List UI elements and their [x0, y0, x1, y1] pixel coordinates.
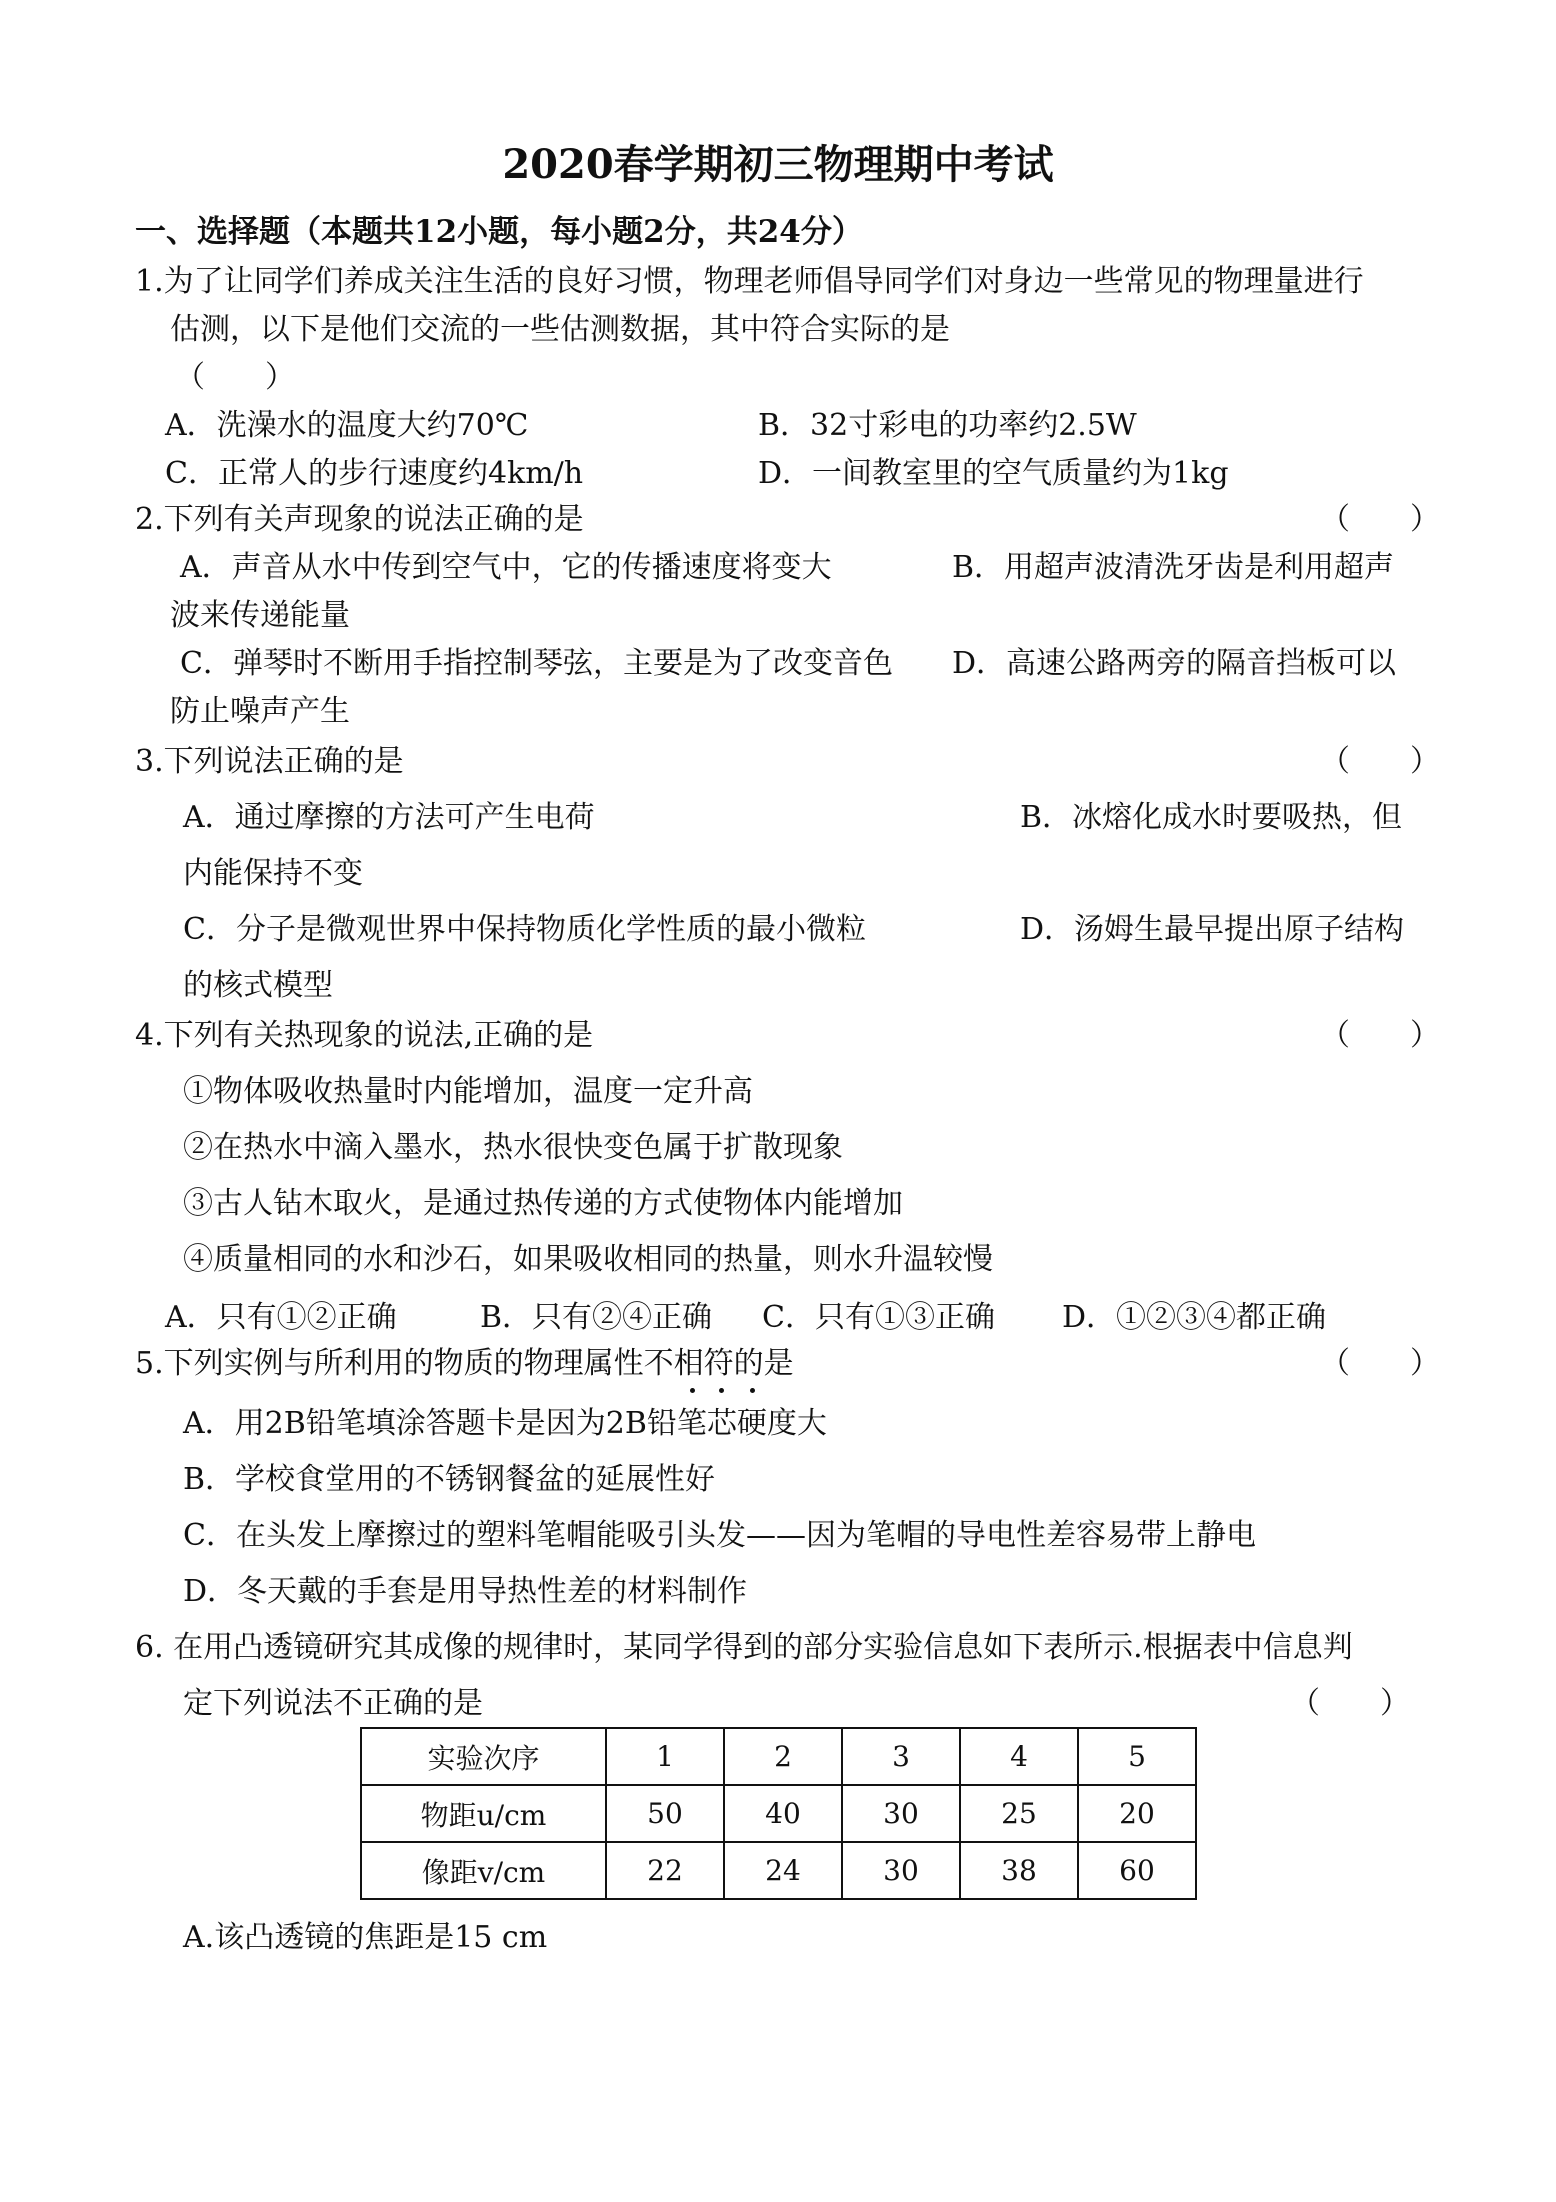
question-stem: 1.为了让同学们养成关注生活的良好习惯，物理老师倡导同学们对身边一些常见的物理量进行	[135, 264, 1364, 299]
question-stem: 6. 在用凸透镜研究其成像的规律时，某同学得到的部分实验信息如下表所示.根据表中信息判	[135, 1630, 1353, 1665]
table-cell: 2	[724, 1728, 842, 1785]
statement-4: ④质量相同的水和沙石，如果吸收相同的热量，则水升温较慢	[183, 1242, 993, 1277]
answer-bracket: （ ）	[1320, 1018, 1440, 1053]
option-c: C．在头发上摩擦过的塑料笔帽能吸引头发——因为笔帽的导电性差容易带上静电	[183, 1518, 1256, 1553]
table-cell: 4	[960, 1728, 1078, 1785]
table-cell: 60	[1078, 1842, 1196, 1899]
option-a: A.该凸透镜的焦距是15 cm	[183, 1920, 548, 1955]
question-stem: 4.下列有关热现象的说法,正确的是	[135, 1018, 594, 1053]
emphasis-dot	[750, 1388, 755, 1393]
statement-2: ②在热水中滴入墨水，热水很快变色属于扩散现象	[183, 1130, 843, 1165]
option-a: A．只有①②正确	[165, 1300, 397, 1335]
answer-bracket: （ ）	[1320, 1346, 1440, 1381]
table-row	[361, 1785, 1196, 1842]
option-d: D．高速公路两旁的隔音挡板可以	[952, 646, 1397, 681]
emphasis-dot	[719, 1388, 724, 1393]
table-cell: 30	[842, 1842, 960, 1899]
table-cell: 25	[960, 1785, 1078, 1842]
option-a: A．用2B铅笔填涂答题卡是因为2B铅笔芯硬度大	[183, 1406, 827, 1441]
option-b: B．32寸彩电的功率约2.5W	[758, 408, 1137, 443]
page-title: 2020春学期初三物理期中考试	[502, 141, 1054, 188]
answer-bracket: （ ）	[1290, 1686, 1410, 1721]
option-d: D．汤姆生最早提出原子结构	[1020, 912, 1405, 947]
emphasis-dot	[690, 1388, 695, 1393]
answer-bracket: （ ）	[175, 360, 295, 395]
question-stem: 2.下列有关声现象的说法正确的是	[135, 502, 584, 537]
option-b-continued: 波来传递能量	[170, 598, 350, 633]
option-b: B．用超声波清洗牙齿是利用超声	[952, 550, 1395, 585]
table-cell: 38	[960, 1842, 1078, 1899]
table-cell: 24	[724, 1842, 842, 1899]
table-cell: 20	[1078, 1785, 1196, 1842]
question-stem: 估测，以下是他们交流的一些估测数据，其中符合实际的是	[170, 312, 950, 347]
option-d: D．①②③④都正确	[1062, 1300, 1327, 1335]
option-c: C．正常人的步行速度约4km/h	[165, 456, 584, 491]
option-b: B．学校食堂用的不锈钢餐盆的延展性好	[183, 1462, 716, 1497]
option-d: D．冬天戴的手套是用导热性差的材料制作	[183, 1574, 748, 1609]
table-cell: 40	[724, 1785, 842, 1842]
table-cell: 像距v/cm	[361, 1842, 606, 1899]
question-stem: 5.下列实例与所利用的物质的物理属性不相符的是	[135, 1346, 794, 1381]
option-d-continued: 防止噪声产生	[170, 694, 350, 729]
table-cell: 5	[1078, 1728, 1196, 1785]
statement-3: ③古人钻木取火，是通过热传递的方式使物体内能增加	[183, 1186, 903, 1221]
table-cell: 30	[842, 1785, 960, 1842]
table-cell: 实验次序	[361, 1728, 606, 1785]
option-b: B．冰熔化成水时要吸热，但	[1020, 800, 1403, 835]
experiment-table	[360, 1727, 1197, 1900]
option-a: A．洗澡水的温度大约70℃	[165, 408, 529, 443]
table-cell: 1	[606, 1728, 724, 1785]
section-heading: 一、选择题（本题共12小题，每小题2分，共24分）	[135, 214, 863, 250]
option-d-continued: 的核式模型	[183, 968, 333, 1003]
option-b: B．只有②④正确	[480, 1300, 713, 1335]
table-row	[361, 1728, 1196, 1785]
table-row	[361, 1842, 1196, 1899]
question-stem: 定下列说法不正确的是	[183, 1686, 483, 1721]
option-c: C．分子是微观世界中保持物质化学性质的最小微粒	[183, 912, 866, 947]
option-a: A．声音从水中传到空气中，它的传播速度将变大	[180, 550, 832, 585]
table-cell: 50	[606, 1785, 724, 1842]
answer-bracket: （ ）	[1320, 502, 1440, 537]
option-d: D．一间教室里的空气质量约为1kg	[758, 456, 1229, 491]
question-stem: 3.下列说法正确的是	[135, 744, 404, 779]
table-cell: 22	[606, 1842, 724, 1899]
table-cell: 物距u/cm	[361, 1785, 606, 1842]
table-cell: 3	[842, 1728, 960, 1785]
option-c: C．只有①③正确	[762, 1300, 995, 1335]
answer-bracket: （ ）	[1320, 744, 1440, 779]
option-b-continued: 内能保持不变	[183, 856, 363, 891]
option-c: C．弹琴时不断用手指控制琴弦，主要是为了改变音色	[180, 646, 893, 681]
option-a: A．通过摩擦的方法可产生电荷	[183, 800, 595, 835]
statement-1: ①物体吸收热量时内能增加，温度一定升高	[183, 1074, 753, 1109]
